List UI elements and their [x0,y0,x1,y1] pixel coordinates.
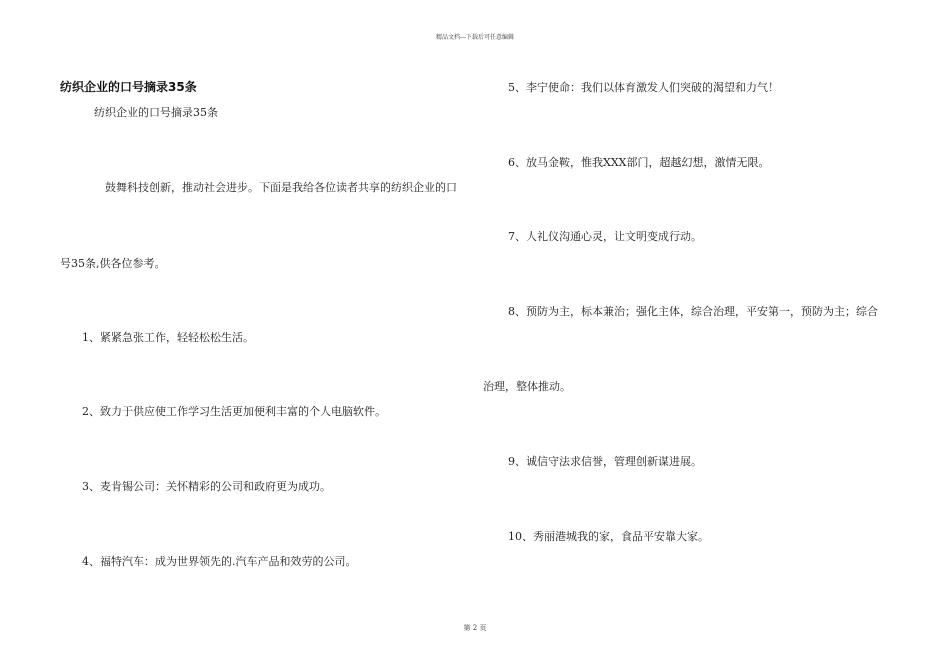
slogan-item-9: 9、诚信守法求信誉，管理创新谋进展。 [508,455,702,468]
document-subtitle: 纺织企业的口号摘录35条 [94,106,218,119]
page-number-footer: 第 2 页 [463,624,487,632]
intro-paragraph-line2: 号35条,供各位参考。 [60,257,166,270]
slogan-item-5: 5、李宁使命：我们以体育激发人们突破的渴望和力气！ [508,81,779,94]
intro-paragraph-line1: 鼓舞科技创新，推动社会进步。下面是我给各位读者共享的纺织企业的口 [105,181,457,194]
document-title: 纺织企业的口号摘录35条 [60,80,197,94]
slogan-item-3: 3、麦肯锡公司：关怀精彩的公司和政府更为成功。 [82,480,331,493]
slogan-item-1: 1、紧紧急张工作，轻轻松松生活。 [82,331,254,344]
slogan-item-10: 10、秀丽港城我的家，食品平安靠大家。 [508,530,709,543]
page-header: 精品文档---下载后可任意编辑 [435,34,515,41]
slogan-item-8: 8、预防为主，标本兼治；强化主体，综合治理，平安第一，预防为主；综合 [508,305,878,318]
slogan-item-8-continued: 治理，整体推动。 [483,380,571,393]
slogan-item-2: 2、致力于供应使工作学习生活更加便利丰富的个人电脑软件。 [82,405,386,418]
slogan-item-7: 7、人礼仪沟通心灵，让文明变成行动。 [508,230,702,243]
slogan-item-6: 6、放马金鞍，惟我XXX部门，超越幻想，激情无限。 [508,156,770,169]
slogan-item-4: 4、福特汽车：成为世界领先的.汽车产品和效劳的公司。 [82,555,357,568]
